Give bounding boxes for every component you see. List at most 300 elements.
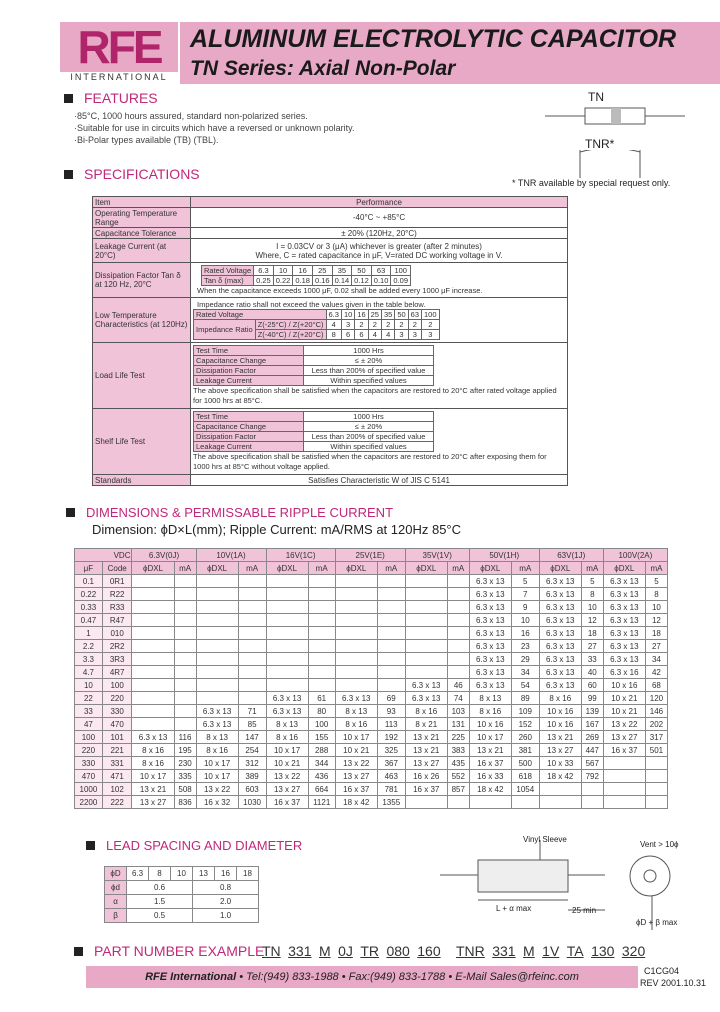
table-cell: 9 — [511, 601, 539, 614]
table-cell: 383 — [447, 744, 469, 757]
table-cell — [238, 614, 266, 627]
table-cell — [308, 614, 335, 627]
part-number-example-1: TN 331 M 0J TR 080 160 — [262, 943, 441, 959]
table-cell: 2200 — [75, 796, 103, 809]
features-heading: FEATURES — [64, 90, 158, 106]
table-cell: 7 — [511, 588, 539, 601]
table-cell: 42 — [645, 666, 667, 679]
column-header: mA — [511, 562, 539, 575]
tn-capacitor-drawing — [545, 104, 685, 134]
spec-head: Performance — [191, 197, 568, 208]
table-cell — [447, 614, 469, 627]
table-cell: 6.3 x 13 — [539, 653, 581, 666]
table-cell — [174, 614, 196, 627]
table-cell: 89 — [511, 692, 539, 705]
spec-label: Standards — [93, 475, 191, 486]
table-cell — [266, 666, 308, 679]
table-cell: 2.2 — [75, 640, 103, 653]
table-cell — [238, 666, 266, 679]
spec-value: Satisfies Characteristic W of JIS C 5141 — [191, 475, 568, 486]
table-cell: R47 — [102, 614, 132, 627]
impedance-table: Rated Voltage 6.3 10 16 25 35 50 63 100 Impedance Ratio Z(-25°C) / Z(+20°C) 4 3 2 2 2 2 2 2 Z(-40°C) / Z(+20°C) 8 6 6 4 4 3 3 3 — [193, 309, 440, 340]
table-cell: 8 x 13 — [469, 692, 511, 705]
table-cell — [405, 666, 447, 679]
table-cell — [238, 575, 266, 588]
table-cell — [377, 627, 405, 640]
table-cell: 389 — [238, 770, 266, 783]
df-label: Rated Voltage — [202, 266, 254, 276]
table-cell — [174, 705, 196, 718]
table-cell: 6.3 x 13 — [603, 575, 645, 588]
table-cell: 436 — [308, 770, 335, 783]
voltage-header: 63V(1J) — [539, 549, 603, 562]
column-header: ϕDXL — [539, 562, 581, 575]
table-cell — [377, 601, 405, 614]
table-cell: 8 — [581, 588, 603, 601]
table-cell: 10 x 21 — [335, 744, 377, 757]
column-header: μF — [75, 562, 103, 575]
table-cell — [308, 588, 335, 601]
table-cell: 618 — [511, 770, 539, 783]
table-row — [75, 666, 668, 679]
table-cell — [132, 653, 174, 666]
column-header: mA — [447, 562, 469, 575]
table-cell: 6.3 x 16 — [603, 666, 645, 679]
table-cell: 10 — [511, 614, 539, 627]
voltage-header: 35V(1V) — [405, 549, 469, 562]
table-cell: 8 x 16 — [539, 692, 581, 705]
spec-label: Leakage Current (at 20°C) — [93, 239, 191, 263]
table-cell — [174, 640, 196, 653]
table-cell: 6.3 x 13 — [539, 666, 581, 679]
shelf-table: Test Time 1000 Hrs Capacitance Change ≤ ± 20% Dissipation Factor Less than 200% of specified value Leakage Current Within specified values — [193, 411, 434, 452]
table-cell: 567 — [581, 757, 603, 770]
table-cell: 10 x 17 — [266, 744, 308, 757]
table-cell: 331 — [102, 757, 132, 770]
table-cell — [335, 666, 377, 679]
table-cell: 5 — [511, 575, 539, 588]
table-cell — [377, 640, 405, 653]
table-cell — [335, 627, 377, 640]
table-cell: 6.3 x 13 — [132, 731, 174, 744]
table-cell — [132, 640, 174, 653]
table-cell: 18 — [581, 627, 603, 640]
table-cell: 109 — [511, 705, 539, 718]
table-cell: 836 — [174, 796, 196, 809]
tnr-label: TNR* — [585, 137, 615, 151]
table-cell: 13 x 22 — [266, 770, 308, 783]
table-cell — [196, 692, 238, 705]
table-cell — [266, 627, 308, 640]
vdc-header: VDC — [75, 549, 132, 562]
table-cell: 312 — [238, 757, 266, 770]
part-number-heading: PART NUMBER EXAMPLE — [74, 943, 264, 959]
table-cell: 16 x 37 — [266, 796, 308, 809]
column-header: ϕDXL — [603, 562, 645, 575]
table-cell: 0.33 — [75, 601, 103, 614]
table-row — [75, 770, 668, 783]
table-row — [75, 744, 668, 757]
table-cell: 18 — [645, 627, 667, 640]
dims-subheading: Dimension: ϕD×L(mm); Ripple Current: mA/RMS at 120Hz 85°C — [92, 522, 462, 537]
table-cell: 501 — [645, 744, 667, 757]
table-row — [75, 692, 668, 705]
table-cell: 6.3 x 13 — [469, 666, 511, 679]
table-cell — [377, 588, 405, 601]
table-cell: 1000 — [75, 783, 103, 796]
table-cell: 155 — [308, 731, 335, 744]
lead-length-label: 25 min — [572, 906, 597, 915]
table-cell: 10 x 17 — [196, 770, 238, 783]
table-cell: 8 x 16 — [469, 705, 511, 718]
table-cell: 13 x 21 — [405, 731, 447, 744]
table-cell: 8 x 13 — [266, 718, 308, 731]
table-cell — [266, 575, 308, 588]
table-cell — [196, 588, 238, 601]
table-cell: 13 x 21 — [539, 731, 581, 744]
table-cell — [539, 783, 581, 796]
table-cell: 13 x 27 — [539, 744, 581, 757]
table-cell: 34 — [645, 653, 667, 666]
specifications-heading: SPECIFICATIONS — [64, 166, 200, 182]
table-cell — [308, 653, 335, 666]
table-cell — [132, 679, 174, 692]
table-cell — [308, 666, 335, 679]
rfe-logo: RFE — [60, 22, 178, 72]
spec-value: ± 20% (120Hz, 20°C) — [191, 228, 568, 239]
table-cell: 6.3 x 13 — [539, 614, 581, 627]
table-cell — [174, 627, 196, 640]
features-list — [74, 110, 354, 146]
leakage-line: I = 0.03CV or 3 (μA) whichever is greater (after 2 minutes) — [276, 241, 482, 251]
table-cell — [196, 575, 238, 588]
spec-label: Dissipation Factor Tan δ at 120 Hz, 20°C — [93, 263, 191, 298]
table-cell: 46 — [447, 679, 469, 692]
loadlife-note: The above specification shall be satisfied when the capacitors are restored to 20°C after rated voltage applied for 1000 hrs at 85°C. — [193, 386, 557, 405]
table-cell — [238, 627, 266, 640]
table-row — [75, 614, 668, 627]
table-cell: 120 — [645, 692, 667, 705]
table-cell — [196, 601, 238, 614]
table-cell — [405, 614, 447, 627]
table-cell — [335, 640, 377, 653]
table-cell — [308, 601, 335, 614]
table-cell: 6.3 x 13 — [539, 575, 581, 588]
table-cell: 40 — [581, 666, 603, 679]
table-cell: 6.3 x 13 — [469, 640, 511, 653]
table-cell: 16 x 32 — [196, 796, 238, 809]
table-cell: 13 x 27 — [132, 796, 174, 809]
table-cell: 6.3 x 13 — [603, 640, 645, 653]
table-cell: 16 x 26 — [405, 770, 447, 783]
table-cell — [511, 796, 539, 809]
table-cell: 435 — [447, 757, 469, 770]
table-cell: 325 — [377, 744, 405, 757]
table-cell: 6.3 x 13 — [469, 588, 511, 601]
table-cell — [645, 783, 667, 796]
spec-value: -40°C ~ +85°C — [191, 208, 568, 228]
table-cell — [335, 575, 377, 588]
column-header: mA — [308, 562, 335, 575]
table-cell: 195 — [174, 744, 196, 757]
table-cell — [405, 796, 447, 809]
tnr-capacitor-drawing — [560, 150, 660, 180]
voltage-header: 25V(1E) — [335, 549, 405, 562]
table-cell: 93 — [377, 705, 405, 718]
table-cell — [645, 757, 667, 770]
table-cell: 16 x 33 — [469, 770, 511, 783]
table-cell: 330 — [75, 757, 103, 770]
table-cell: 10 — [581, 601, 603, 614]
table-cell: 113 — [377, 718, 405, 731]
table-cell: 470 — [102, 718, 132, 731]
feature-item: ·Suitable for use in circuits which have a reversed or unknown polarity. — [74, 123, 355, 133]
table-cell: 857 — [447, 783, 469, 796]
table-cell: 10 x 16 — [539, 705, 581, 718]
table-cell — [377, 614, 405, 627]
column-header: mA — [581, 562, 603, 575]
table-cell: 10 — [75, 679, 103, 692]
table-cell: 6.3 x 13 — [469, 679, 511, 692]
footer-fax: Fax:(949) 833-1788 — [348, 971, 446, 983]
table-cell: 6.3 x 13 — [469, 601, 511, 614]
table-cell: 54 — [511, 679, 539, 692]
table-cell: 6.3 x 13 — [196, 718, 238, 731]
page-subtitle: TN Series: Axial Non-Polar — [190, 57, 456, 80]
table-cell: 27 — [645, 640, 667, 653]
table-cell: 103 — [447, 705, 469, 718]
loadlife-table: Test Time 1000 Hrs Capacitance Change ≤ ± 20% Dissipation Factor Less than 200% of specified value Leakage Current Within specified values — [193, 345, 434, 386]
column-header: mA — [645, 562, 667, 575]
table-cell — [335, 601, 377, 614]
table-cell: 102 — [102, 783, 132, 796]
table-cell: 6.3 x 13 — [603, 614, 645, 627]
table-cell: 10 x 21 — [266, 757, 308, 770]
table-cell: 603 — [238, 783, 266, 796]
table-cell — [174, 679, 196, 692]
table-row — [75, 679, 668, 692]
table-cell — [174, 666, 196, 679]
table-cell: 8 x 16 — [405, 705, 447, 718]
table-cell: 220 — [75, 744, 103, 757]
table-cell — [266, 601, 308, 614]
voltage-header: 50V(1H) — [469, 549, 539, 562]
table-cell: 34 — [511, 666, 539, 679]
table-cell: 13 x 27 — [405, 757, 447, 770]
table-cell: 6.3 x 13 — [539, 601, 581, 614]
table-cell: 8 x 16 — [266, 731, 308, 744]
table-cell: 471 — [102, 770, 132, 783]
table-cell: 781 — [377, 783, 405, 796]
revision: REV 2001.10.31 — [640, 978, 707, 988]
table-cell: 4.7 — [75, 666, 103, 679]
spec-head: Item — [93, 197, 191, 208]
table-cell: 85 — [238, 718, 266, 731]
table-cell: 10 x 16 — [603, 679, 645, 692]
table-cell — [447, 796, 469, 809]
table-cell — [308, 575, 335, 588]
table-cell: 13 x 27 — [603, 731, 645, 744]
leakage-line: Where, C = rated capacitance in μF, V=rated DC working voltage in V. — [255, 250, 503, 260]
vent-label: Vent > 10ϕ — [640, 840, 679, 849]
column-header: Code — [102, 562, 132, 575]
table-cell: 131 — [447, 718, 469, 731]
column-header: ϕDXL — [405, 562, 447, 575]
spec-label: Low Temperature Characteristics (at 120Hz) — [93, 298, 191, 343]
voltage-header: 16V(1C) — [266, 549, 335, 562]
table-cell — [447, 640, 469, 653]
table-cell — [174, 601, 196, 614]
table-cell — [335, 588, 377, 601]
table-cell: 1355 — [377, 796, 405, 809]
table-cell: 8 x 13 — [196, 731, 238, 744]
table-cell: 367 — [377, 757, 405, 770]
table-row — [75, 601, 668, 614]
column-header: mA — [238, 562, 266, 575]
column-header: mA — [377, 562, 405, 575]
table-cell: 6.3 x 13 — [469, 575, 511, 588]
table-cell: 13 x 22 — [335, 757, 377, 770]
table-cell — [405, 653, 447, 666]
specifications-table — [92, 196, 568, 486]
spec-label: Capacitance Tolerance — [93, 228, 191, 239]
table-cell — [447, 666, 469, 679]
table-cell: 2R2 — [102, 640, 132, 653]
table-cell — [377, 679, 405, 692]
table-cell: 116 — [174, 731, 196, 744]
table-cell — [132, 705, 174, 718]
table-cell: 1030 — [238, 796, 266, 809]
table-cell: 5 — [581, 575, 603, 588]
table-row — [75, 588, 668, 601]
table-cell — [132, 718, 174, 731]
table-cell: 0.47 — [75, 614, 103, 627]
table-cell — [405, 601, 447, 614]
table-cell — [132, 666, 174, 679]
table-cell: 71 — [238, 705, 266, 718]
table-cell — [469, 796, 511, 809]
table-cell: 447 — [581, 744, 603, 757]
table-cell: 10 x 17 — [335, 731, 377, 744]
table-cell: 8 x 13 — [335, 705, 377, 718]
table-row — [75, 705, 668, 718]
table-cell: 68 — [645, 679, 667, 692]
table-cell — [266, 614, 308, 627]
table-cell — [132, 601, 174, 614]
table-cell — [645, 796, 667, 809]
column-header: ϕDXL — [266, 562, 308, 575]
table-cell — [603, 796, 645, 809]
table-cell — [377, 666, 405, 679]
table-cell: 13 x 21 — [132, 783, 174, 796]
table-row — [75, 718, 668, 731]
table-cell — [539, 796, 581, 809]
table-cell: 664 — [308, 783, 335, 796]
table-row — [75, 627, 668, 640]
table-cell — [266, 588, 308, 601]
table-cell — [603, 783, 645, 796]
table-cell — [196, 614, 238, 627]
table-cell: 74 — [447, 692, 469, 705]
dims-heading: DIMENSIONS & PERMISSABLE RIPPLE CURRENT — [66, 505, 393, 520]
table-cell: 254 — [238, 744, 266, 757]
vinyl-sleeve-label: Vinyl Sleeve — [523, 835, 567, 844]
table-cell: 69 — [377, 692, 405, 705]
table-cell: 146 — [645, 705, 667, 718]
table-cell — [132, 588, 174, 601]
table-cell: 101 — [102, 731, 132, 744]
table-cell — [174, 718, 196, 731]
table-cell: 16 — [511, 627, 539, 640]
column-header: mA — [174, 562, 196, 575]
table-cell: 8 x 16 — [132, 744, 174, 757]
table-cell: 147 — [238, 731, 266, 744]
table-cell — [405, 640, 447, 653]
table-cell — [405, 588, 447, 601]
table-cell: 792 — [581, 770, 603, 783]
table-cell — [266, 679, 308, 692]
table-cell: 47 — [75, 718, 103, 731]
table-cell — [238, 601, 266, 614]
table-cell: 167 — [581, 718, 603, 731]
table-cell: 6.3 x 13 — [196, 705, 238, 718]
table-cell: 225 — [447, 731, 469, 744]
table-cell: 139 — [581, 705, 603, 718]
table-row — [75, 731, 668, 744]
table-cell: 6.3 x 13 — [469, 614, 511, 627]
table-cell: 16 x 37 — [603, 744, 645, 757]
table-cell: 317 — [645, 731, 667, 744]
table-cell: 100 — [75, 731, 103, 744]
table-cell: 13 x 21 — [405, 744, 447, 757]
table-cell — [238, 653, 266, 666]
table-cell — [266, 653, 308, 666]
table-cell — [645, 770, 667, 783]
lead-heading: LEAD SPACING AND DIAMETER — [86, 838, 302, 853]
feature-item: ·85°C, 1000 hours assured, standard non-polarized series. — [74, 111, 308, 121]
table-cell: 61 — [308, 692, 335, 705]
table-cell — [447, 575, 469, 588]
table-cell — [308, 627, 335, 640]
table-cell — [132, 692, 174, 705]
table-cell — [603, 770, 645, 783]
table-cell — [335, 653, 377, 666]
table-cell: 1054 — [511, 783, 539, 796]
table-cell: 260 — [511, 731, 539, 744]
table-cell: 13 x 21 — [469, 744, 511, 757]
table-cell — [238, 679, 266, 692]
voltage-header: 100V(2A) — [603, 549, 667, 562]
tnr-note: * TNR available by special request only. — [512, 178, 671, 188]
table-row — [75, 796, 668, 809]
table-cell: 10 x 17 — [469, 731, 511, 744]
lowtemp-note: Impedance ratio shall not exceed the values given in the table below. — [197, 300, 426, 309]
footer-email[interactable]: E-Mail Sales@rfeinc.com — [455, 971, 579, 983]
table-cell: 8 x 21 — [405, 718, 447, 731]
table-cell — [196, 653, 238, 666]
table-cell — [196, 679, 238, 692]
table-cell: 192 — [377, 731, 405, 744]
table-cell: 18 x 42 — [469, 783, 511, 796]
table-row — [75, 640, 668, 653]
table-cell: 152 — [511, 718, 539, 731]
table-cell — [377, 653, 405, 666]
table-cell — [174, 692, 196, 705]
table-cell: 6.3 x 13 — [405, 692, 447, 705]
ripple-table — [74, 548, 668, 809]
tn-label: TN — [588, 90, 604, 104]
table-cell: 6.3 x 13 — [266, 692, 308, 705]
